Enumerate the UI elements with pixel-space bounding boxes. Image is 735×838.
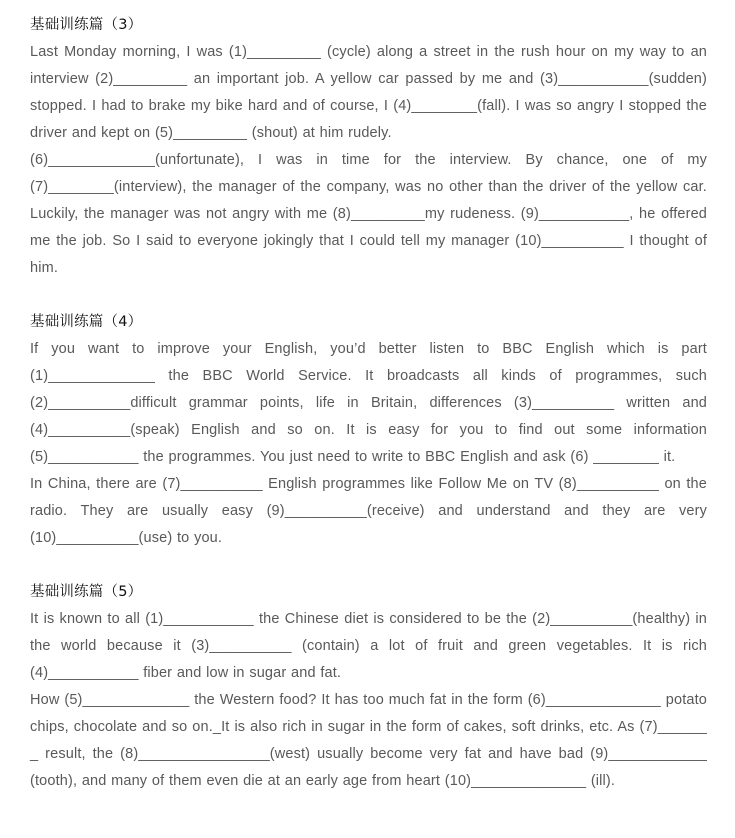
document-page <box>30 12 707 795</box>
exercise-section-3 <box>30 12 707 282</box>
passage-paragraph: If you want to improve your English, you’d better listen to BBC English which is part (1)_____________ the BBC World Service. It broadcasts all kinds of programmes, such (2)__________difficult grammar points, life in Britain, differences (3)__________ written and (4)__________(speak) English and so on. It is easy for you to find out some information (5)___________ the programmes. You just need to write to BBC English and ask (6) ________ it. <box>30 341 707 465</box>
passage-paragraph: It is known to all (1)___________ the Chinese diet is considered to be the (2)__________(healthy) in the world because it (3)__________ (contain) a lot of fruit and green vegetables. It is rich (4)___________ fiber and low in sugar and fat. <box>30 611 707 681</box>
section-title: 基础训练篇（3） <box>30 17 143 33</box>
section-title: 基础训练篇（5） <box>30 584 143 600</box>
exercise-section-5 <box>30 579 707 795</box>
passage-paragraph: Last Monday morning, I was (1)_________ (cycle) along a street in the rush hour on my way to an interview (2)_________ an important job. A yellow car passed by me and (3)___________(sudden) stopped. I had to brake my bike hard and of course, I (4)________(fall). I was so angry I stopped the driver and kept on (5)_________ (shout) at him rudely. <box>30 44 707 141</box>
passage-paragraph: How (5)_____________ the Western food? It has too much fat in the form (6)______________ potato chips, chocolate and so on._It is also rich in sugar in the form of cakes, soft drinks, etc. As (7)______ _ result, the (8)________________(west) usually become very fat and have bad (9)____________ (tooth), and many of them even die at an early age from heart (10)______________ (ill). <box>30 692 707 789</box>
passage-paragraph: (6)_____________(unfortunate), I was in time for the interview. By chance, one of my (7)________(interview), the manager of the company, was no other than the driver of the yellow car. Luckily, the manager was not angry with me (8)_________my rudeness. (9)___________, he offered me the job. So I said to everyone jokingly that I could tell my manager (10)__________ I thought of him. <box>30 152 707 276</box>
exercise-section-4 <box>30 309 707 552</box>
section-title: 基础训练篇（4） <box>30 314 143 330</box>
passage-paragraph: In China, there are (7)__________ English programmes like Follow Me on TV (8)__________ on the radio. They are usually easy (9)__________(receive) and understand and they are very (10)__________(use) to you. <box>30 476 707 546</box>
